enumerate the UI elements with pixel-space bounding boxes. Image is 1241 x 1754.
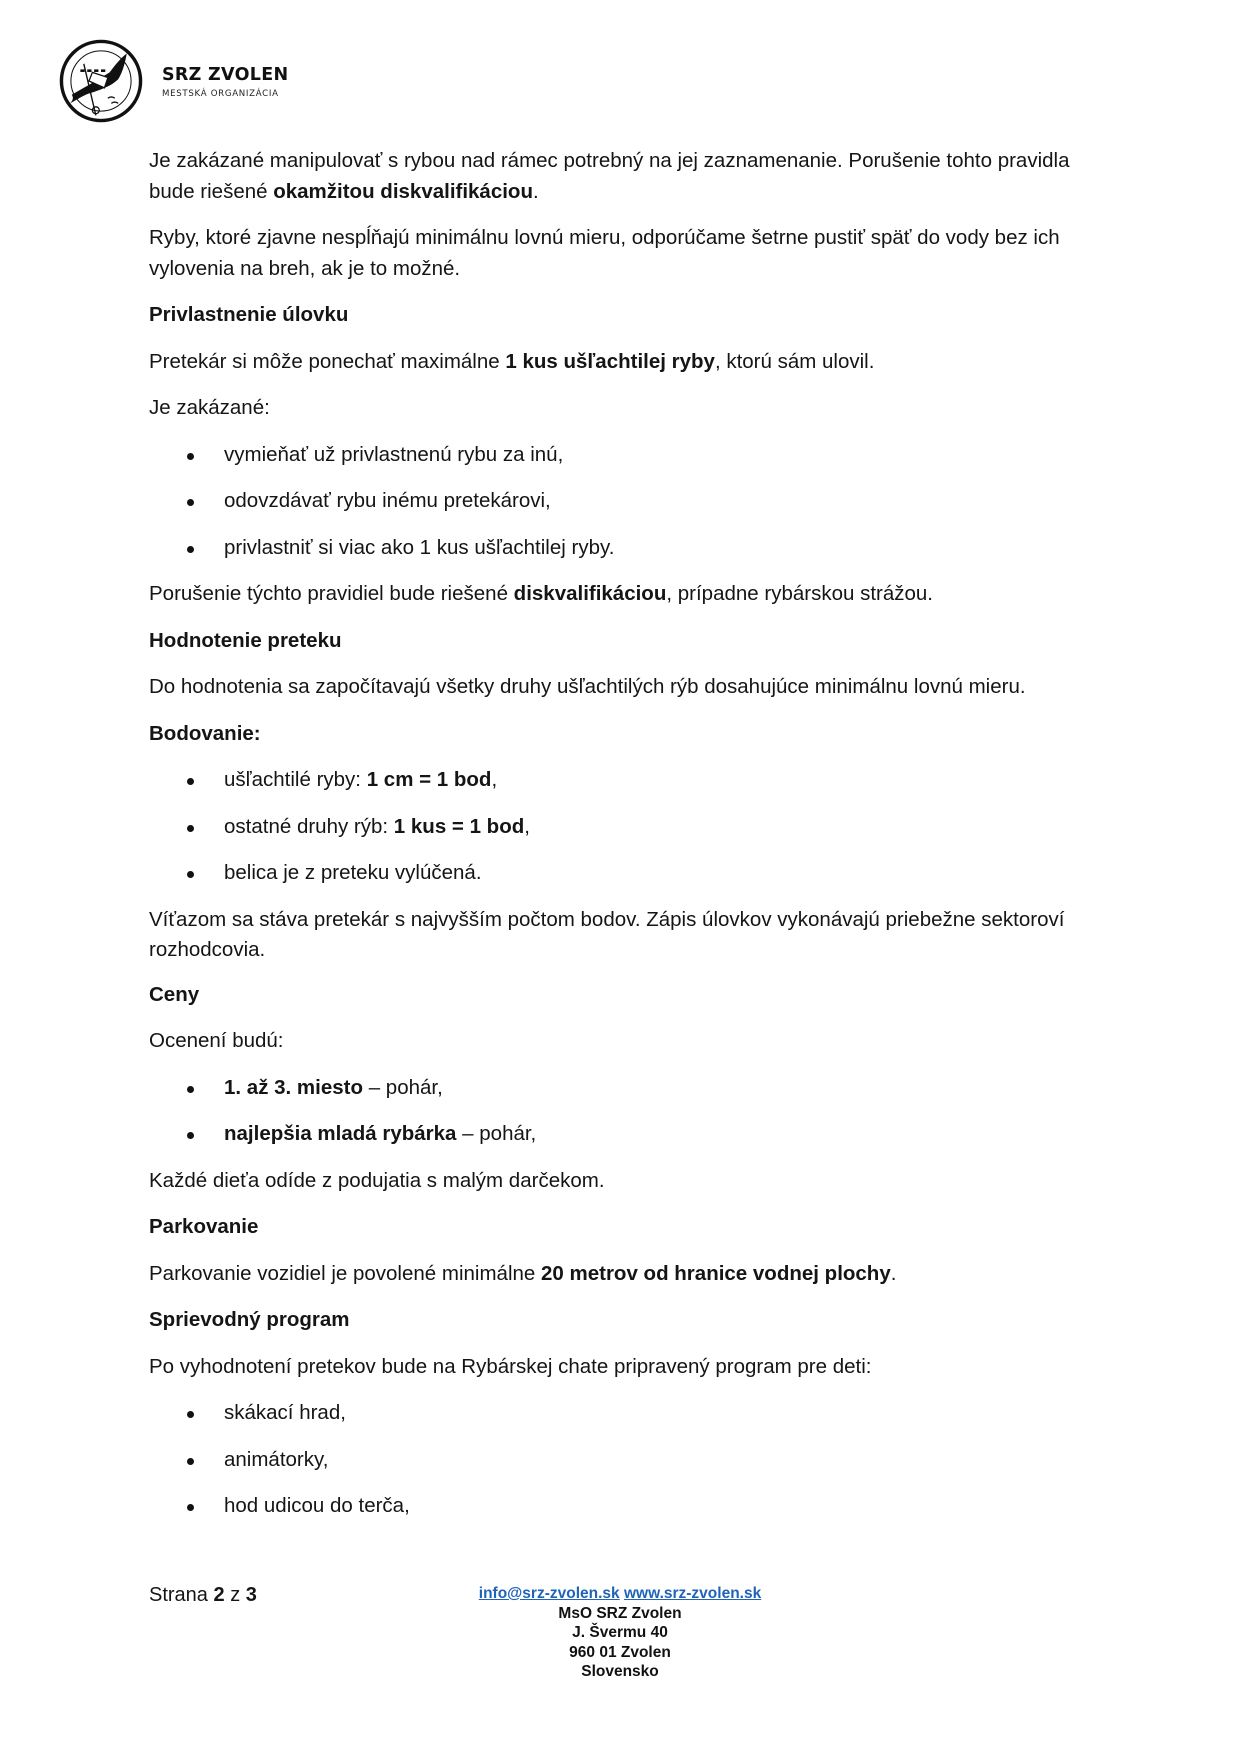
list-item [149,1491,1099,1522]
bullet-icon [187,1132,194,1139]
page-number [149,1584,257,1607]
prizes-list [149,1073,1099,1150]
emphasis: 1 cm = 1 bod [366,768,492,791]
paragraph-violation [149,579,1099,610]
list-item-text: odovzdávať rybu inému pretekárovi, [224,489,551,512]
list-item [149,1398,1099,1429]
bullet-icon [187,825,194,832]
list-item-text: vymieňať už privlastnenú rybu za inú, [224,442,564,466]
page-total: 3 [245,1584,257,1606]
list-item [149,440,1099,471]
list-item-text: animátorky, [224,1447,329,1471]
paragraph-parking [149,1259,1099,1290]
page-current: 2 [213,1584,225,1606]
emphasis: 1. až 3. miesto [224,1075,364,1099]
text-run: , prípadne rybárskou strážou. [666,582,933,605]
paragraph-prizes-intro: Ocenení budú: [149,1029,284,1052]
org-street: J. Švermu 40 [572,1624,668,1641]
forbidden-list [149,440,1099,564]
paragraph-gift: Každé dieťa odíde z podujatia s malým darčekom. [149,1168,605,1192]
heading-program: Sprievodný program [149,1308,350,1331]
page-label: Strana [149,1584,208,1606]
org-city: 960 01 Zvolen [569,1643,671,1661]
list-item [149,533,1099,564]
emphasis: diskvalifikáciou [513,582,667,605]
text-run: Porušenie týchto pravidiel bude riešené [149,582,514,605]
list-item-text: – pohár, [456,1122,537,1145]
program-list [149,1398,1099,1522]
text-run: Je zakázané manipulovať s rybou nad rámec potrebný na jej zaznamenanie. Porušenie tohto pravidla bude riešené [149,149,1070,203]
bullet-icon [187,453,194,460]
bullet-icon [187,1411,194,1418]
scoring-list [149,765,1099,889]
list-item-text: ušľachtilé ryby: [224,768,367,791]
heading-privlastnenie: Privlastnenie úlovku [149,303,349,326]
emphasis: najlepšia mladá rybárka [224,1122,457,1145]
heading-ceny: Ceny [149,982,200,1006]
emphasis: okamžitou diskvalifikáciou [273,179,533,203]
heading-hodnotenie: Hodnotenie preteku [149,628,342,652]
text-run: , ktorú sám ulovil. [714,349,875,373]
org-name: MsO SRZ Zvolen [558,1604,682,1622]
bullet-icon [187,778,194,785]
letterhead [58,36,288,126]
heading-bodovanie: Bodovanie: [149,721,261,745]
list-item-text: hod udicou do terča, [224,1494,410,1517]
paragraph-winner: Víťazom sa stáva pretekár s najvyšším počtom bodov. Zápis úlovkov vykonávajú priebežne sektoroví rozhodcovia. [149,907,1065,961]
paragraph-keep-limit [149,347,1099,378]
footer-links [420,1584,820,1604]
list-item-text: skákací hrad, [224,1401,346,1424]
list-item-text: – pohár, [363,1075,443,1099]
brand-subtitle: MESTSKÁ ORGANIZÁCIA [162,89,279,99]
bullet-icon [187,1086,194,1093]
text-run: , [524,814,530,838]
list-item [149,1073,1099,1104]
text-run: . [532,179,539,203]
list-item [149,1119,1099,1150]
list-item [149,486,1099,517]
bullet-icon [187,1504,194,1511]
emphasis: 1 kus = 1 bod [393,814,525,838]
paragraph-evaluation: Do hodnotenia sa započítavajú všetky druhy ušľachtilých rýb dosahujúce minimálnu lovnú mieru. [149,675,1026,698]
bullet-icon [187,1458,194,1465]
paragraph-program-intro: Po vyhodnotení pretekov bude na Rybárskej chate pripravený program pre deti: [149,1354,872,1378]
list-item-text: ostatné druhy rýb: [224,814,394,838]
page-separator: z [230,1584,241,1606]
text-run: . [890,1261,897,1285]
email-link[interactable]: info@srz-zvolen.sk [478,1585,620,1602]
brand-block [162,65,288,99]
list-item [149,858,1099,889]
text-run: Pretekár si môže ponechať maximálne [149,349,506,373]
org-country: Slovensko [581,1663,659,1680]
text-run: , [491,768,498,791]
website-link[interactable]: www.srz-zvolen.sk [623,1585,762,1602]
list-item-text: privlastniť si viac ako 1 kus ušľachtilej ryby. [224,535,615,559]
text-run: Parkovanie vozidiel je povolené minimálne [149,1261,541,1285]
paragraph-release: Ryby, ktoré zjavne nespĺňajú minimálnu lovnú mieru, odporúčame šetrne pustiť späť do vody bez ich vylovenia na breh, ak je to možné. [149,226,1060,280]
footer-contact [420,1584,820,1682]
heading-parkovanie: Parkovanie [149,1215,259,1238]
emphasis: 1 kus ušľachtilej ryby [505,349,715,373]
bullet-icon [187,499,194,506]
srz-seal-logo [58,38,144,124]
list-item [149,765,1099,796]
bullet-icon [187,546,194,553]
document-body [149,146,1099,1538]
brand-name: SRZ ZVOLEN [162,65,289,85]
emphasis: 20 metrov od hranice vodnej plochy [541,1261,891,1285]
list-item [149,1445,1099,1476]
paragraph-forbidden-intro: Je zakázané: [149,396,270,419]
list-item-text: belica je z preteku vylúčená. [224,861,482,884]
bullet-icon [187,871,194,878]
list-item [149,812,1099,843]
paragraph-manipulation [149,146,1099,207]
